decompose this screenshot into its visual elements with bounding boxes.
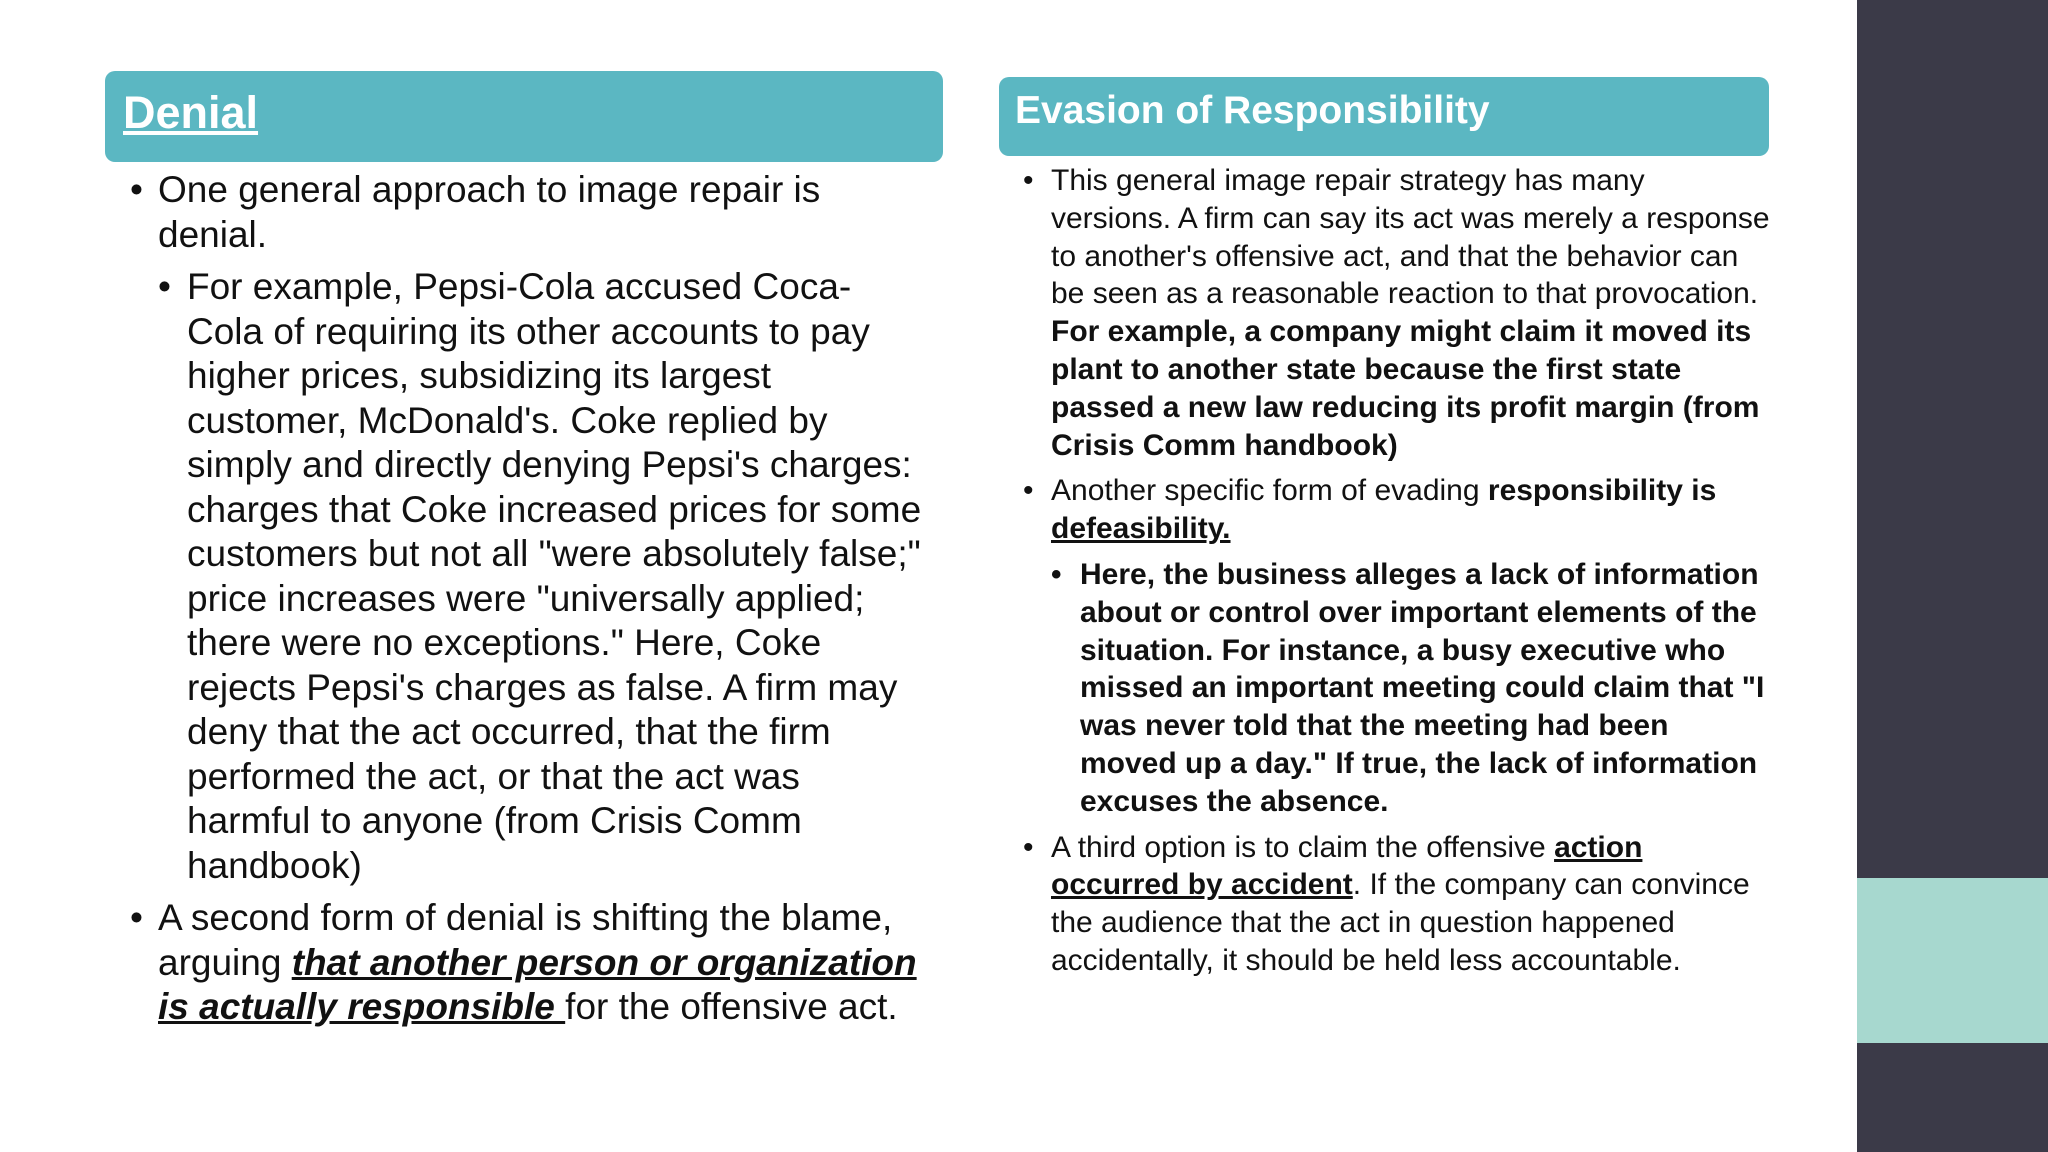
evasion-bullet-3-accident: action occurred by accident [1051, 830, 1643, 902]
denial-bullet-2-emphasis: that another person or organization is actually responsible [158, 941, 917, 1027]
denial-bullet-2-text-b: for the offensive act. [565, 986, 898, 1027]
evasion-bullet-2 [1015, 472, 1770, 548]
evasion-bullet-2-defeasibility: defeasibility. [1051, 512, 1231, 546]
evasion-bullet-3-text-b: . If the company can convince the audience that the act in question happened accidentally, it should be held less accountable. [1051, 868, 1750, 977]
denial-heading-bar [105, 71, 943, 162]
evasion-bullet-2-text: Another specific form of evading [1051, 474, 1488, 508]
evasion-bullet-3 [1015, 829, 1770, 980]
denial-bullet-2 [122, 896, 922, 1030]
denial-heading: Denial [123, 87, 259, 138]
evasion-bullet-3-text-a: A third option is to claim the offensive [1051, 830, 1555, 864]
denial-bullet-2-text-a: A second form of denial is shifting the blame, arguing [158, 897, 893, 983]
denial-bullet-1-sub: • For example, Pepsi-Cola accused Coca-Cola of requiring its other accounts to pay higher prices, subsidizing its largest customer, McDonald's. Coke replied by simply and directly denying Pepsi's charges: charges that Coke increased prices for some customers but not all "were absolutely false;" price increases were "universally applied; there were no exceptions." Here, Coke rejects Pepsi's charges as false. A firm may deny that the act occurred, that the firm performed the act, or that the act was harmful to anyone (from Crisis Comm handbook) [150, 265, 922, 888]
denial-content [122, 168, 922, 1042]
evasion-heading-bar [999, 77, 1769, 156]
evasion-content [1015, 162, 1770, 980]
evasion-bullet-2-sub: • Here, the business alleges a lack of information about or control over important elements of the situation. For instance, a busy executive who missed an important meeting could claim that "I was never told that the meeting had been moved up a day." If true, the lack of information excuses the absence. [1043, 556, 1770, 821]
evasion-bullet-1 [1015, 162, 1770, 464]
sidebar-accent-block [1857, 878, 2048, 1043]
denial-bullet-1: • One general approach to image repair is denial. [122, 168, 922, 257]
evasion-heading: Evasion of Responsibility [1015, 89, 1490, 132]
evasion-bullet-1-text: This general image repair strategy has many versions. A firm can say its act was merely a response to another's offensive act, and that the behavior can be seen as a reasonable reaction to that provocation. [1051, 164, 1770, 311]
evasion-bullet-2-bold: responsibility is [1487, 474, 1717, 508]
evasion-bullet-1-bold: For example, a company might claim it moved its plant to another state because the first state passed a new law reducing its profit margin (from Crisis Comm handbook) [1051, 315, 1760, 462]
